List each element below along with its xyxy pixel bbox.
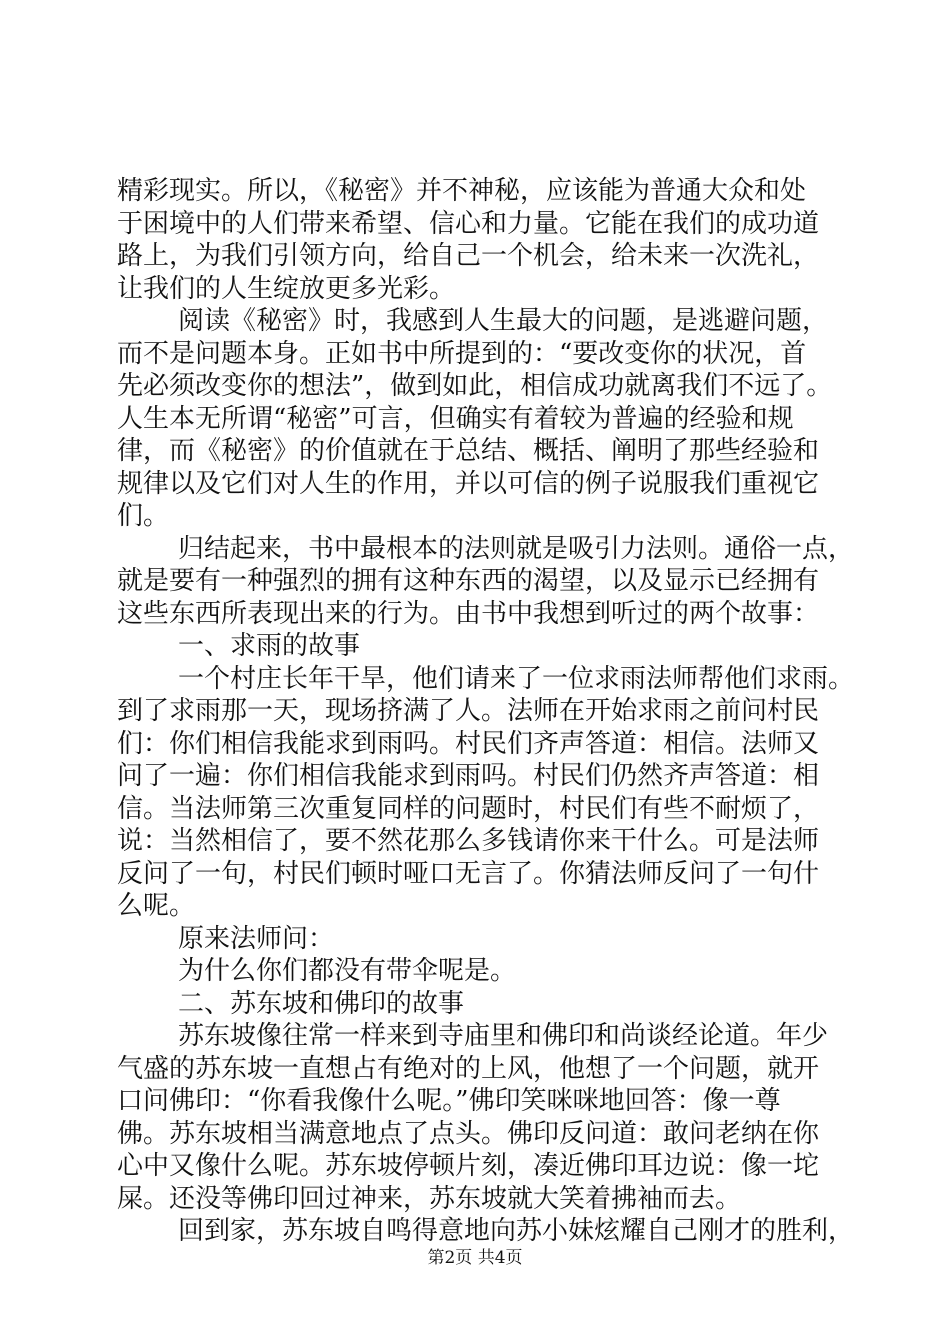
document-body — [117, 175, 855, 1248]
paragraph-start-line: 为什么你们都没有带伞呢是。 — [178, 956, 517, 986]
text-line: 人生本无所谓“秘密”可言，但确实有着较为普遍的经验和规 — [117, 403, 794, 434]
text-line: 路上，为我们引领方向，给自己一个机会，给未来一次洗礼， — [117, 241, 820, 271]
section-heading: 一、求雨的故事 — [178, 631, 361, 661]
text-line: 而不是问题本身。正如书中所提到的：“要改变你的状况，首 — [117, 338, 807, 369]
text-line: 于困境中的人们带来希望、信心和力量。它能在我们的成功道 — [117, 208, 820, 239]
text-line: 就是要有一种强烈的拥有这种东西的渴望，以及显示已经拥有 — [117, 566, 820, 596]
text-line: 说：当然相信了，要不然花那么多钱请你来干什么。可是法师 — [117, 826, 820, 856]
text-line: 问了一遍：你们相信我能求到雨吗。村民们仍然齐声答道：相 — [117, 761, 820, 791]
paragraph-start-line: 阅读《秘密》时，我感到人生最大的问题，是逃避问题， — [178, 306, 829, 336]
text-line: 让我们的人生绽放更多光彩。 — [117, 273, 456, 304]
text-line: 佛。苏东坡相当满意地点了点头。佛印反问道：敢问老纳在你 — [117, 1118, 820, 1149]
text-line: 屎。还没等佛印回过神来，苏东坡就大笑着拂袖而去。 — [117, 1183, 742, 1214]
text-line: 反问了一句，村民们顿时哑口无言了。你猜法师反问了一句什 — [117, 858, 820, 889]
section-heading: 二、苏东坡和佛印的故事 — [178, 988, 465, 1019]
text-line: 口问佛印：“你看我像什么呢。”佛印笑咪咪地回答：像一尊 — [117, 1086, 781, 1116]
text-line: 到了求雨那一天，现场挤满了人。法师在开始求雨之前问村民 — [117, 696, 820, 726]
paragraph-start-line: 原来法师问： — [178, 923, 335, 954]
paragraph-start-line: 一个村庄长年干旱，他们请来了一位求雨法师帮他们求雨。 — [178, 663, 855, 694]
paragraph-start-line: 归结起来，书中最根本的法则就是吸引力法则。通俗一点， — [178, 533, 855, 564]
text-line: 气盛的苏东坡一直想占有绝对的上风，他想了一个问题，就开 — [117, 1053, 820, 1084]
page-number-footer: 第2页 共4页 — [427, 1248, 523, 1268]
paragraph-start-line: 苏东坡像往常一样来到寺庙里和佛印和尚谈经论道。年少 — [178, 1021, 829, 1051]
text-line: 这些东西所表现出来的行为。由书中我想到听过的两个故事： — [117, 598, 820, 629]
text-line: 律，而《秘密》的价值就在于总结、概括、阐明了那些经验和 — [117, 436, 820, 466]
text-line: 心中又像什么呢。苏东坡停顿片刻，凑近佛印耳边说：像一坨 — [117, 1151, 820, 1181]
text-line: 先必须改变你的想法”，做到如此，相信成功就离我们不远了。 — [117, 371, 833, 401]
text-line: 么呢。 — [117, 891, 196, 921]
paragraph-start-line: 回到家，苏东坡自鸣得意地向苏小妹炫耀自己刚才的胜利， — [178, 1216, 855, 1246]
text-line: 规律以及它们对人生的作用，并以可信的例子说服我们重视它 — [117, 468, 820, 499]
text-line: 们。 — [117, 501, 170, 531]
text-line: 们：你们相信我能求到雨吗。村民们齐声答道：相信。法师又 — [117, 728, 820, 759]
text-line: 精彩现实。所以，《秘密》并不神秘，应该能为普通大众和处 — [117, 176, 807, 206]
text-line: 信。当法师第三次重复同样的问题时，村民们有些不耐烦了， — [117, 793, 820, 824]
